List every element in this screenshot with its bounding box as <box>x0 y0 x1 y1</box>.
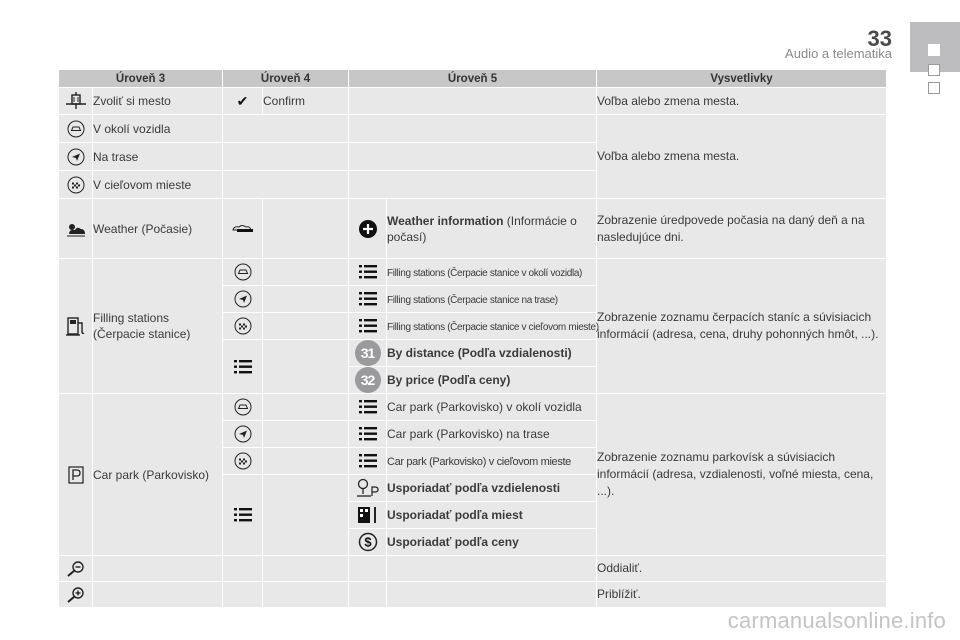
car-park-on-route[interactable]: Car park (Parkovisko) na trase <box>387 421 597 448</box>
fuel-station-icon <box>59 259 93 394</box>
list-icon <box>223 475 263 556</box>
column-header-explanations: Vysvetlivky <box>597 70 887 88</box>
navigation-menu-table <box>58 69 887 608</box>
weather-information-item[interactable] <box>387 199 597 259</box>
dollar-icon <box>349 529 387 556</box>
explanation-zoom-in: Priblížiť. <box>597 582 887 608</box>
zoom-out-icon <box>59 556 93 582</box>
column-header-level-4: Úroveň 4 <box>223 70 349 88</box>
car-park-at-destination[interactable]: Car park (Parkovisko) v cieľovom mieste <box>387 448 597 475</box>
filling-stations-at-destination[interactable]: Filling stations (Čerpacie stanice v cieľovom mieste) <box>387 313 597 340</box>
around-vehicle-icon <box>223 259 263 286</box>
column-header-level-3: Úroveň 3 <box>59 70 223 88</box>
add-icon <box>349 199 387 259</box>
on-route-icon <box>223 421 263 448</box>
around-vehicle-icon <box>223 394 263 421</box>
sort-by-price[interactable]: By price (Podľa ceny) <box>387 367 597 394</box>
menu-item-choose-city[interactable]: Zvoliť si mesto <box>93 88 223 115</box>
weather-icon <box>59 199 93 259</box>
svg-text:$: $ <box>363 534 372 550</box>
menu-item-on-route[interactable]: Na trase <box>93 143 223 171</box>
explanation-city: Voľba alebo zmena mesta. <box>597 88 887 115</box>
list-icon <box>349 286 387 313</box>
explanation-weather: Zobrazenie úredpovede počasia na daný deň a na nasledujúce dni. <box>597 199 887 259</box>
sort-by-distance[interactable]: By distance (Podľa vzdialenosti) <box>387 340 597 367</box>
destination-icon <box>223 313 263 340</box>
section-title: Audio a telematika <box>785 46 892 61</box>
distance-sort-icon <box>349 475 387 502</box>
explanation-area: Voľba alebo zmena mesta. <box>597 115 887 199</box>
explanation-zoom-out: Oddialiť. <box>597 556 887 582</box>
list-icon <box>349 259 387 286</box>
chapter-marker <box>928 82 940 94</box>
weather-level4-icon <box>223 199 263 259</box>
zoom-in-icon <box>59 582 93 608</box>
callout-badge: 32 <box>355 367 381 393</box>
sort-parking-by-distance[interactable]: Usporiadať podľa vzdielenosti <box>387 475 597 502</box>
menu-item-at-destination[interactable]: V cieľovom mieste <box>93 171 223 199</box>
sort-parking-by-places[interactable]: Usporiadať podľa miest <box>387 502 597 529</box>
sort-parking-by-price[interactable]: Usporiadať podľa ceny <box>387 529 597 556</box>
on-route-icon <box>59 143 93 171</box>
list-icon <box>349 448 387 475</box>
chapter-marker <box>928 64 940 76</box>
car-park-near-vehicle[interactable]: Car park (Parkovisko) v okolí vozidla <box>387 394 597 421</box>
check-icon: ✔ <box>223 88 263 115</box>
menu-item-confirm[interactable]: Confirm <box>263 88 349 115</box>
on-route-icon <box>223 286 263 313</box>
weather-information-subtitle: (Informácie o počasí) <box>387 213 577 244</box>
list-icon <box>349 394 387 421</box>
menu-item-weather[interactable]: Weather (Počasie) <box>93 199 223 259</box>
destination-icon <box>59 171 93 199</box>
destination-icon <box>223 448 263 475</box>
filling-stations-near-vehicle[interactable]: Filling stations (Čerpacie stanice v okolí vozidla) <box>387 259 597 286</box>
weather-information-title: Weather information <box>387 213 504 228</box>
explanation-filling-stations: Zobrazenie zoznamu čerpacích staníc a súvisiacich informácií (adresa, cena, druhy pohonných hmôt, ...). <box>597 259 887 394</box>
list-icon <box>349 313 387 340</box>
city-select-icon <box>59 88 93 115</box>
menu-item-filling-stations[interactable]: Filling stations (Čerpacie stanice) <box>93 259 223 394</box>
explanation-car-park: Zobrazenie zoznamu parkovísk a súvisiacich informácií (adresa, vzdialenosti, voľné miesta, cena, ...). <box>597 394 887 556</box>
around-vehicle-icon <box>59 115 93 143</box>
menu-item-car-park[interactable]: Car park (Parkovisko) <box>93 394 223 556</box>
page-number: 33 <box>867 26 892 51</box>
menu-item-around-vehicle[interactable]: V okolí vozidla <box>93 115 223 143</box>
parking-spaces-icon <box>349 502 387 529</box>
filling-stations-on-route[interactable]: Filling stations (Čerpacie stanice na trase) <box>387 286 597 313</box>
callout-badge: 31 <box>355 340 381 366</box>
column-header-level-5: Úroveň 5 <box>349 70 597 88</box>
parking-icon <box>59 394 93 556</box>
watermark: carmanualsonline.info <box>727 608 946 633</box>
list-icon <box>223 340 263 394</box>
chapter-marker-active <box>928 44 940 56</box>
list-icon <box>349 421 387 448</box>
